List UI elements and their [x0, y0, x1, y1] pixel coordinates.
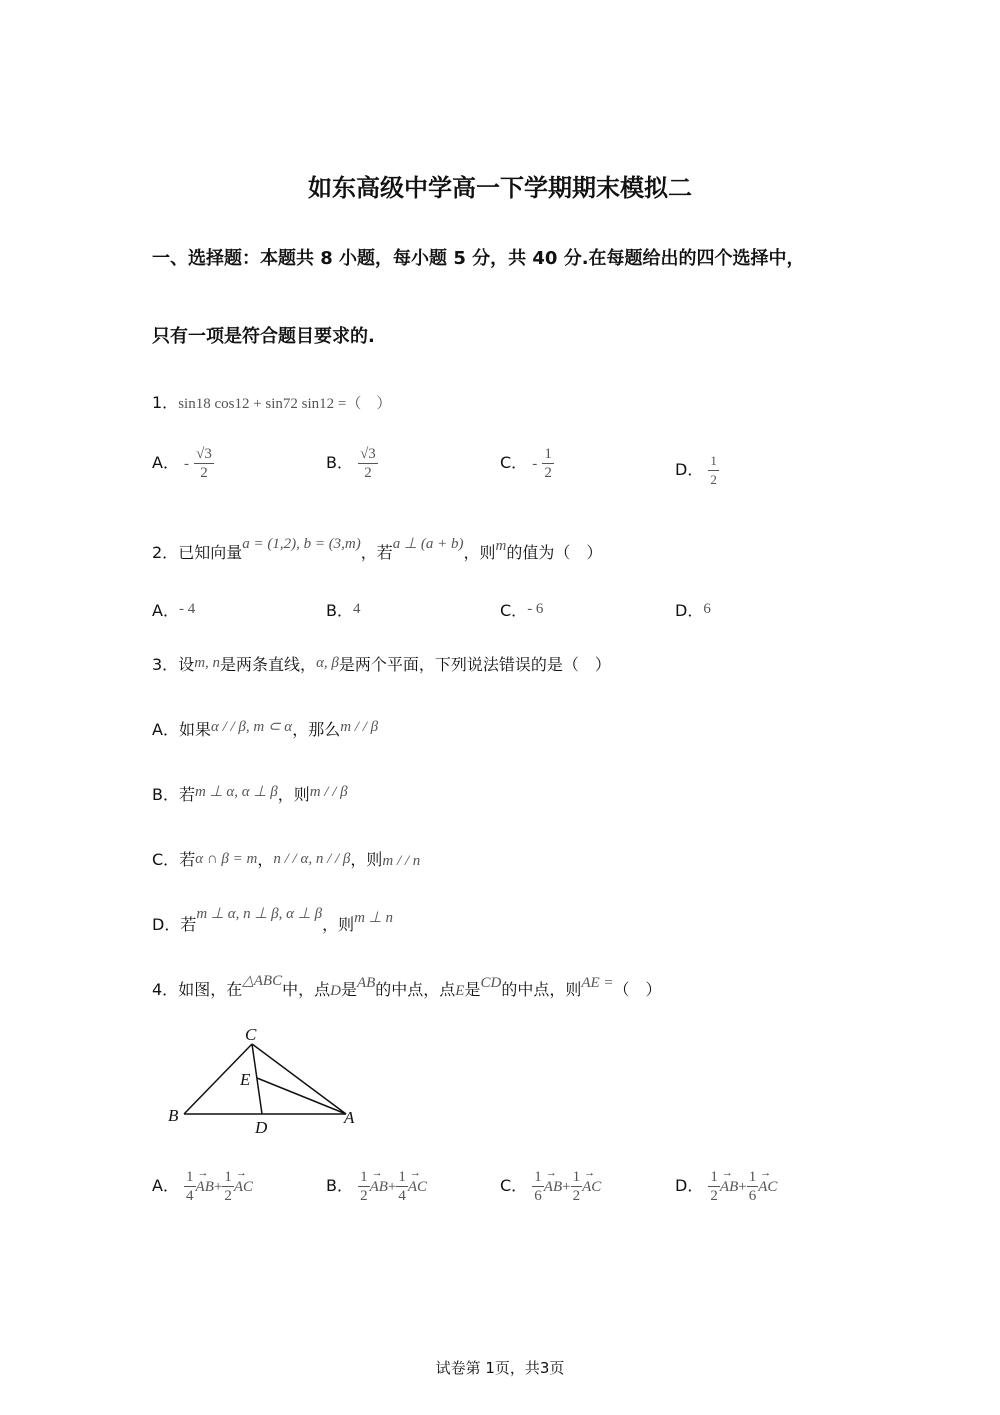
math-expression: sin18 cos12 + sin72 sin12 =（ ） [178, 396, 392, 412]
fraction: $\frac{1}{2}$ [544, 446, 552, 481]
q3-option-a[interactable]: A．如果α / / β, m ⊂ α，那么m / / β [152, 719, 379, 739]
label-b: B [168, 1106, 179, 1125]
segment-ea [257, 1078, 346, 1114]
q4-option-c[interactable]: C． $\frac{1}{6}$ → AB+ $\frac{1}{2}$ → AC [500, 1168, 601, 1205]
q3-option-b[interactable]: B．若m ⊥ α, α ⊥ β，则m / / β [152, 784, 348, 804]
label-d: D [255, 1118, 268, 1137]
label-a: A [344, 1108, 355, 1127]
q2-option-b[interactable]: B．4 [326, 601, 361, 620]
q3-option-c[interactable]: C．若α ∩ β = m，n / / α, n / / β，则m / / n [152, 850, 421, 869]
q1-option-b[interactable]: B． $\frac{√3}{2}$ [326, 446, 376, 481]
fraction: $\frac{√3}{2}$ [196, 446, 212, 481]
q4-option-b[interactable]: B． $\frac{1}{2}$ → AB+ $\frac{1}{4}$ → AC [326, 1168, 427, 1205]
label-c: C [245, 1025, 257, 1044]
fraction: $\frac{√3}{2}$ [360, 446, 376, 481]
segment-ca [252, 1044, 346, 1114]
section-heading-line1: 一、选择题：本题共 8 小题，每小题 5 分，共 40 分.在每题给出的四个选择中， [152, 248, 805, 269]
page-title: 如东高级中学高一下学期期末模拟二 [308, 174, 692, 202]
section-heading-line2: 只有一项是符合题目要求的. [152, 326, 375, 347]
question-4: 4．如图，在△ABC中，点D是AB的中点，点E是CD的中点，则AE =（ ） [152, 973, 662, 999]
fraction: $\frac{1}{2}$ [710, 453, 717, 487]
label-e: E [240, 1070, 251, 1089]
question-3: 3．设m, n是两条直线，α, β是两个平面，下列说法错误的是（ ） [152, 655, 611, 674]
q4-option-d[interactable]: D． $\frac{1}{2}$ → AB+ $\frac{1}{6}$ → AC [675, 1168, 777, 1205]
q4-option-a[interactable]: A． $\frac{1}{4}$ → AB+ $\frac{1}{2}$ → AC [152, 1168, 253, 1205]
q1-option-d[interactable]: D． $\frac{1}{2}$ [675, 453, 717, 487]
q1-option-c[interactable]: C． - $\frac{1}{2}$ [500, 446, 552, 481]
page-footer: 试卷第 1页，共3页 [435, 1359, 565, 1377]
question-1 [152, 390, 391, 413]
q3-option-d[interactable]: D．若m ⊥ α, n ⊥ β, α ⊥ β，则m ⊥ n [152, 906, 393, 934]
triangle-figure [160, 1020, 370, 1140]
q2-option-a[interactable]: A．- 4 [152, 601, 196, 620]
question-2: 2．已知向量a = (1,2), b = (3,m)，若a ⊥ (a + b)，则m的值为（ ） [152, 536, 603, 562]
question-number: 1． [152, 393, 179, 412]
q2-option-d[interactable]: D．6 [675, 601, 711, 620]
q1-option-a[interactable]: A． - $\frac{√3}{2}$ [152, 446, 212, 481]
q2-option-c[interactable]: C．- 6 [500, 601, 544, 620]
